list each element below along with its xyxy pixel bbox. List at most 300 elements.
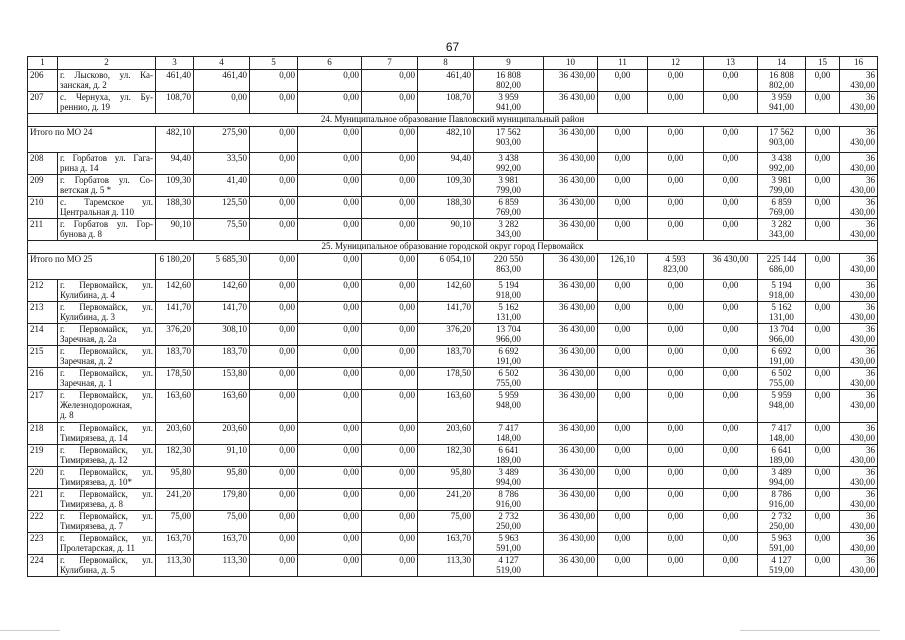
cell-text: 141,70 — [166, 302, 191, 312]
cell-text: 0,00 — [614, 390, 631, 400]
address-line: г. Первомайск, ул. — [60, 302, 153, 312]
value-cell — [362, 489, 418, 511]
value-cell — [840, 254, 878, 280]
cell-text-line: 430,00 — [850, 356, 875, 366]
value-cell — [298, 445, 362, 467]
cell-text: 113,30 — [222, 555, 247, 565]
cell-text: 36 430,00 — [559, 219, 595, 229]
cell-text-line: 3 981 — [498, 175, 519, 185]
table-row — [28, 467, 878, 489]
value-cell — [194, 324, 250, 346]
value-cell — [806, 467, 840, 489]
value-cell — [544, 70, 598, 92]
address-line: д. 8 — [60, 410, 74, 420]
value-cell — [758, 368, 806, 390]
cell-text-line: 430,00 — [850, 499, 875, 509]
cell-text-line: 430,00 — [850, 521, 875, 531]
cell-text: 36 430,00 — [559, 127, 595, 137]
address-line: Заречная, д. 1 — [60, 378, 113, 388]
cell-text: 109,30 — [446, 175, 471, 185]
row-number: 223 — [28, 533, 58, 555]
value-cell — [194, 219, 250, 241]
cell-text: 5 685,30 — [215, 254, 247, 264]
value-cell — [250, 368, 298, 390]
value-cell — [194, 302, 250, 324]
cell-text: 0,00 — [814, 280, 831, 290]
cell-text-line: 5 162 — [498, 302, 519, 312]
cell-text-line: 591,00 — [769, 543, 794, 553]
value-cell — [648, 445, 704, 467]
value-cell — [806, 423, 840, 445]
value-cell — [758, 324, 806, 346]
value-cell — [194, 175, 250, 197]
cell-text: 0,00 — [814, 511, 831, 521]
address-line: с. Чернуха, ул. Бу- — [60, 92, 153, 102]
value-cell — [156, 219, 194, 241]
value-cell — [156, 489, 194, 511]
value-cell — [648, 346, 704, 368]
cell-text: 0,00 — [399, 302, 415, 312]
address-line: г. Первомайск, ул. — [60, 390, 153, 400]
section-row — [28, 241, 878, 254]
value-cell — [648, 533, 704, 555]
cell-text: 95,80 — [170, 467, 191, 477]
cell-text: 0,00 — [614, 302, 631, 312]
value-cell — [806, 489, 840, 511]
total-label: Итого по МО 25 — [28, 254, 156, 280]
cell-text: 36 430,00 — [559, 70, 595, 80]
value-cell — [758, 254, 806, 280]
cell-text: 91,10 — [226, 445, 247, 455]
value-cell — [806, 346, 840, 368]
cell-text-line: 36 — [866, 302, 875, 312]
cell-text: 36 430,00 — [559, 533, 595, 543]
cell-text: 0,00 — [279, 368, 295, 378]
value-cell — [418, 92, 474, 114]
cell-text: 482,10 — [166, 127, 191, 137]
cell-text-line: 430,00 — [850, 477, 875, 487]
cell-text: 0,00 — [279, 423, 295, 433]
address-cell — [58, 511, 156, 533]
scan-edge-left — [0, 630, 60, 631]
value-cell — [806, 511, 840, 533]
cell-text: 36 430,00 — [559, 445, 595, 455]
value-cell — [250, 511, 298, 533]
address-cell — [58, 302, 156, 324]
value-cell — [544, 302, 598, 324]
value-cell — [544, 175, 598, 197]
cell-text: 0,00 — [667, 533, 684, 543]
total-row — [28, 254, 878, 280]
cell-text-line: 755,00 — [496, 378, 521, 388]
value-cell — [840, 555, 878, 577]
cell-text-line: 4 127 — [498, 555, 519, 565]
column-header: 4 — [194, 57, 250, 70]
address-cell — [58, 175, 156, 197]
table-row — [28, 489, 878, 511]
address-line: Заречная, д. 2 — [60, 356, 113, 366]
cell-text: 0,00 — [399, 127, 415, 137]
cell-text: 95,80 — [450, 467, 471, 477]
address-line: Заречная, д. 2а — [60, 334, 117, 344]
address-line: Железнодорожная, — [60, 400, 133, 410]
value-cell — [250, 92, 298, 114]
cell-text: 0,00 — [399, 467, 415, 477]
table-row — [28, 423, 878, 445]
address-line: Тимирязева, д. 7 — [60, 521, 123, 531]
cell-text: 178,50 — [166, 368, 191, 378]
value-cell — [598, 280, 648, 302]
cell-text-line: 191,00 — [496, 356, 521, 366]
cell-text: 0,00 — [399, 280, 415, 290]
cell-text-line: 966,00 — [769, 334, 794, 344]
cell-text: 0,00 — [231, 92, 247, 102]
cell-text-line: 6 502 — [771, 368, 792, 378]
cell-text: 36 430,00 — [559, 92, 595, 102]
value-cell — [362, 368, 418, 390]
cell-text: 0,00 — [614, 368, 631, 378]
cell-text-line: 36 — [866, 368, 875, 378]
cell-text: 0,00 — [667, 555, 684, 565]
address-line: г. Первомайск, ул. — [60, 467, 153, 477]
cell-text-line: 8 786 — [498, 489, 519, 499]
cell-text: 0,00 — [343, 533, 359, 543]
cell-text: 0,00 — [667, 127, 684, 137]
row-number: 222 — [28, 511, 58, 533]
value-cell — [474, 489, 544, 511]
cell-text-line: 36 — [866, 280, 875, 290]
column-header: 15 — [806, 57, 840, 70]
cell-text: 0,00 — [343, 127, 359, 137]
address-line: реннио, д. 19 — [60, 102, 111, 112]
value-cell — [194, 511, 250, 533]
cell-text-line: 36 — [866, 346, 875, 356]
value-cell — [648, 555, 704, 577]
address-line: г. Лысково, ул. Ка- — [60, 70, 153, 80]
value-cell — [704, 368, 758, 390]
cell-text: 90,10 — [450, 219, 471, 229]
cell-text-line: 802,00 — [496, 80, 521, 90]
value-cell — [250, 127, 298, 153]
value-cell — [156, 70, 194, 92]
cell-text: 163,70 — [166, 533, 191, 543]
cell-text: 0,00 — [722, 219, 739, 229]
cell-text: 113,30 — [166, 555, 191, 565]
cell-text: 0,00 — [399, 197, 415, 207]
address-line: ветская д. 5 * — [60, 185, 112, 195]
value-cell — [840, 390, 878, 423]
value-cell — [156, 92, 194, 114]
value-cell — [362, 511, 418, 533]
value-cell — [598, 489, 648, 511]
value-cell — [156, 346, 194, 368]
cell-text-line: 992,00 — [769, 163, 794, 173]
cell-text: 36 430,00 — [559, 390, 595, 400]
cell-text: 0,00 — [343, 467, 359, 477]
table-row — [28, 302, 878, 324]
cell-text: 0,00 — [722, 445, 739, 455]
cell-text: 0,00 — [667, 511, 684, 521]
cell-text: 0,00 — [614, 219, 631, 229]
address-line: г. Первомайск, ул. — [60, 280, 153, 290]
cell-text-line: 5 959 — [498, 390, 519, 400]
value-cell — [704, 445, 758, 467]
cell-text-line: 343,00 — [496, 229, 521, 239]
row-number: 219 — [28, 445, 58, 467]
value-cell — [298, 219, 362, 241]
cell-text: 0,00 — [343, 445, 359, 455]
value-cell — [298, 467, 362, 489]
address-cell — [58, 555, 156, 577]
value-cell — [298, 302, 362, 324]
address-line: Тимирязева, д. 10* — [60, 477, 132, 487]
cell-text-line: 903,00 — [496, 137, 521, 147]
cell-text-line: 36 — [866, 254, 875, 264]
value-cell — [598, 390, 648, 423]
address-cell — [58, 70, 156, 92]
cell-text: 0,00 — [722, 346, 739, 356]
address-line: г. Горбатов ул. Гага- — [60, 153, 153, 163]
column-header: 16 — [840, 57, 878, 70]
table-row — [28, 153, 878, 175]
value-cell — [418, 302, 474, 324]
cell-text: 203,60 — [222, 423, 247, 433]
table-row — [28, 92, 878, 114]
cell-text-line: 36 — [866, 70, 875, 80]
value-cell — [704, 324, 758, 346]
value-cell — [598, 127, 648, 153]
cell-text-line: 755,00 — [769, 378, 794, 388]
cell-text-line: 802,00 — [769, 80, 794, 90]
cell-text: 0,00 — [667, 219, 684, 229]
column-header: 1 — [28, 57, 58, 70]
cell-text: 203,60 — [166, 423, 191, 433]
value-cell — [474, 445, 544, 467]
cell-text-line: 36 — [866, 489, 875, 499]
cell-text-line: 189,00 — [769, 455, 794, 465]
value-cell — [544, 346, 598, 368]
table-row — [28, 219, 878, 241]
cell-text-line: 430,00 — [850, 229, 875, 239]
cell-text: 0,00 — [814, 302, 831, 312]
value-cell — [840, 197, 878, 219]
value-cell — [474, 127, 544, 153]
value-cell — [704, 533, 758, 555]
cell-text: 0,00 — [614, 489, 631, 499]
address-line: г. Горбатов ул. Со- — [60, 175, 153, 185]
cell-text: 142,60 — [166, 280, 191, 290]
cell-text-line: 769,00 — [769, 207, 794, 217]
value-cell — [758, 533, 806, 555]
cell-text: 0,00 — [814, 254, 831, 264]
address-cell — [58, 368, 156, 390]
value-cell — [758, 302, 806, 324]
value-cell — [758, 423, 806, 445]
value-cell — [704, 280, 758, 302]
cell-text-line: 36 — [866, 175, 875, 185]
cell-text-line: 131,00 — [496, 312, 521, 322]
address-line: г. Первомайск, ул. — [60, 423, 153, 433]
value-cell — [806, 533, 840, 555]
cell-text: 0,00 — [279, 302, 295, 312]
value-cell — [362, 346, 418, 368]
row-number: 209 — [28, 175, 58, 197]
column-header: 10 — [544, 57, 598, 70]
value-cell — [806, 302, 840, 324]
value-cell — [156, 423, 194, 445]
value-cell — [418, 280, 474, 302]
cell-text: 0,00 — [614, 445, 631, 455]
address-line: Кулибина, д. 4 — [60, 290, 116, 300]
value-cell — [648, 423, 704, 445]
cell-text: 178,50 — [446, 368, 471, 378]
value-cell — [704, 346, 758, 368]
cell-text: 0,00 — [399, 254, 415, 264]
cell-text-line: 250,00 — [496, 521, 521, 531]
cell-text: 0,00 — [722, 533, 739, 543]
column-header: 13 — [704, 57, 758, 70]
cell-text: 36 430,00 — [559, 555, 595, 565]
value-cell — [806, 390, 840, 423]
cell-text: 0,00 — [343, 555, 359, 565]
cell-text-line: 6 692 — [498, 346, 519, 356]
value-cell — [840, 368, 878, 390]
value-cell — [474, 390, 544, 423]
value-cell — [250, 489, 298, 511]
cell-text: 376,20 — [446, 324, 471, 334]
value-cell — [648, 70, 704, 92]
value-cell — [156, 254, 194, 280]
cell-text-line: 3 959 — [771, 92, 792, 102]
value-cell — [362, 153, 418, 175]
cell-text: 0,00 — [722, 197, 739, 207]
cell-text: 0,00 — [279, 555, 295, 565]
cell-text: 0,00 — [814, 92, 831, 102]
cell-text: 36 430,00 — [559, 368, 595, 378]
cell-text: 0,00 — [667, 346, 684, 356]
value-cell — [648, 127, 704, 153]
cell-text-line: 36 — [866, 219, 875, 229]
value-cell — [418, 70, 474, 92]
cell-text-line: 686,00 — [769, 264, 794, 274]
cell-text: 0,00 — [722, 423, 739, 433]
cell-text-line: 189,00 — [496, 455, 521, 465]
cell-text-line: 948,00 — [496, 400, 521, 410]
value-cell — [840, 489, 878, 511]
value-cell — [418, 153, 474, 175]
value-cell — [418, 127, 474, 153]
cell-text: 0,00 — [279, 70, 295, 80]
cell-text: 0,00 — [399, 423, 415, 433]
address-line: г. Первомайск, ул. — [60, 346, 153, 356]
cell-text: 0,00 — [667, 390, 684, 400]
cell-text: 0,00 — [814, 153, 831, 163]
cell-text: 0,00 — [667, 302, 684, 312]
address-line: г. Первомайск, ул. — [60, 489, 153, 499]
cell-text: 0,00 — [722, 390, 739, 400]
cell-text: 0,00 — [279, 197, 295, 207]
value-cell — [544, 489, 598, 511]
value-cell — [806, 70, 840, 92]
cell-text-line: 430,00 — [850, 163, 875, 173]
value-cell — [840, 302, 878, 324]
address-line: г. Первомайск, ул. — [60, 445, 153, 455]
value-cell — [806, 197, 840, 219]
value-cell — [250, 302, 298, 324]
cell-text: 0,00 — [722, 175, 739, 185]
value-cell — [298, 555, 362, 577]
cell-text: 0,00 — [279, 467, 295, 477]
row-number: 224 — [28, 555, 58, 577]
cell-text: 36 430,00 — [559, 423, 595, 433]
value-cell — [194, 445, 250, 467]
value-cell — [418, 511, 474, 533]
cell-text: 0,00 — [614, 175, 631, 185]
cell-text: 0,00 — [814, 368, 831, 378]
column-header: 5 — [250, 57, 298, 70]
cell-text-line: 918,00 — [769, 290, 794, 300]
table-row — [28, 70, 878, 92]
cell-text: 0,00 — [343, 324, 359, 334]
value-cell — [704, 467, 758, 489]
value-cell — [598, 175, 648, 197]
cell-text: 275,90 — [222, 127, 247, 137]
cell-text: 0,00 — [614, 197, 631, 207]
cell-text: 0,00 — [667, 197, 684, 207]
value-cell — [704, 302, 758, 324]
address-cell — [58, 346, 156, 368]
value-cell — [250, 390, 298, 423]
value-cell — [840, 533, 878, 555]
cell-text: 36 430,00 — [559, 346, 595, 356]
value-cell — [598, 533, 648, 555]
cell-text: 163,60 — [446, 390, 471, 400]
value-cell — [648, 280, 704, 302]
section-row — [28, 114, 878, 127]
cell-text: 179,80 — [222, 489, 247, 499]
cell-text: 0,00 — [814, 555, 831, 565]
cell-text-line: 6 641 — [498, 445, 519, 455]
cell-text: 0,00 — [814, 346, 831, 356]
cell-text: 36 430,00 — [559, 489, 595, 499]
cell-text: 0,00 — [667, 324, 684, 334]
address-cell — [58, 197, 156, 219]
cell-text: 188,30 — [166, 197, 191, 207]
row-number: 211 — [28, 219, 58, 241]
value-cell — [194, 423, 250, 445]
cell-text: 0,00 — [722, 324, 739, 334]
cell-text: 0,00 — [343, 175, 359, 185]
cell-text: 0,00 — [722, 302, 739, 312]
value-cell — [194, 467, 250, 489]
value-cell — [362, 423, 418, 445]
cell-text-line: 430,00 — [850, 312, 875, 322]
value-cell — [194, 153, 250, 175]
cell-text-line: 992,00 — [496, 163, 521, 173]
cell-text: 482,10 — [446, 127, 471, 137]
cell-text: 113,30 — [446, 555, 471, 565]
cell-text: 183,70 — [446, 346, 471, 356]
row-number: 215 — [28, 346, 58, 368]
cell-text: 75,00 — [450, 511, 471, 521]
cell-text: 0,00 — [279, 489, 295, 499]
cell-text-line: 7 417 — [771, 423, 792, 433]
cell-text-line: 430,00 — [850, 207, 875, 217]
value-cell — [704, 511, 758, 533]
value-cell — [474, 280, 544, 302]
value-cell — [648, 302, 704, 324]
cell-text-line: 430,00 — [850, 433, 875, 443]
